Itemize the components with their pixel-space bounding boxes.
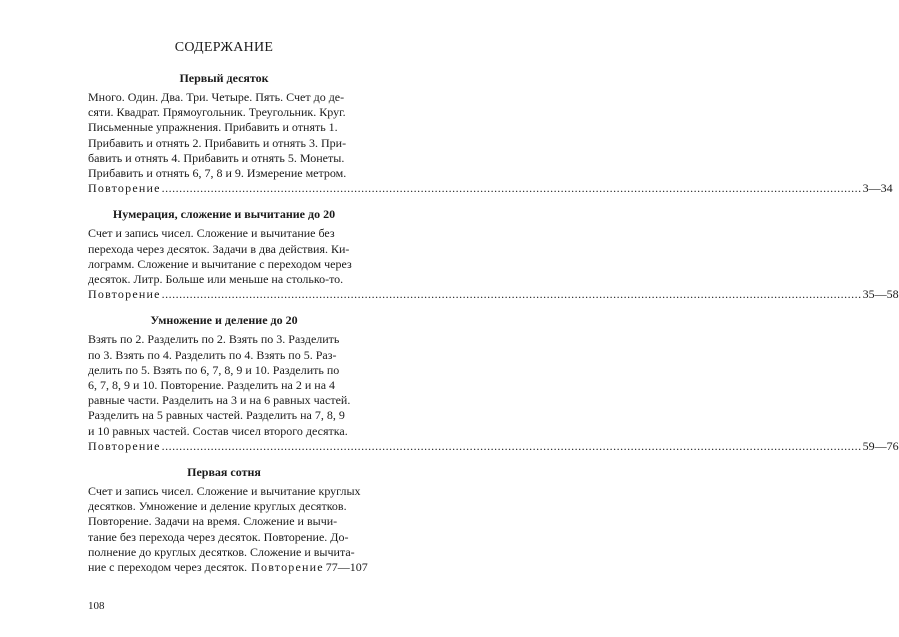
section-body [88, 90, 893, 196]
body-line-text: Счет и запись чисел. Сложение и вычитание без [88, 226, 335, 241]
body-line-text: сяти. Квадрат. Прямоугольник. Треугольник. Круг. [88, 105, 346, 120]
body-line-text: Прибавить и отнять 2. Прибавить и отнять 3. При- [88, 135, 347, 150]
body-line-text: Прибавить и отнять 6, 7, 8 и 9. Измерение метром. [88, 166, 347, 181]
body-line-text: Разделить на 5 равных частей. Разделить на 7, 8, 9 [88, 408, 345, 423]
body-line [88, 545, 360, 560]
body-line-text: бавить и отнять 4. Прибавить и отнять 5. Монеты. [88, 150, 345, 165]
leader-dots: ........................................................................................................................................................................................................ [161, 181, 862, 196]
body-line-text: и 10 равных частей. Состав чисел второго десятка. [88, 423, 348, 438]
section-body [88, 226, 899, 302]
toc-section-multiplication-20 [88, 312, 899, 454]
body-line-text: лограмм. Сложение и вычитание с переходом через [88, 256, 352, 271]
body-line-text: Много. Один. Два. Три. Четыре. Пять. Счет до де- [88, 90, 345, 104]
body-line [88, 408, 360, 423]
body-line [88, 151, 360, 166]
body-line [88, 332, 360, 347]
section-heading: Первая сотня [187, 465, 261, 480]
body-line-text: Письменные упражнения. Прибавить и отнять 1. [88, 120, 338, 135]
body-line [88, 257, 360, 272]
page-range: 59—76 [862, 438, 899, 453]
body-line [88, 348, 360, 363]
section-heading: Нумерация, сложение и вычитание до 20 [112, 207, 336, 222]
body-line [88, 90, 360, 105]
toc-section-first-ten [88, 70, 893, 196]
entry-label: Повторение [251, 560, 324, 575]
body-line-text: 6, 7, 8, 9 и 10. Повторение. Разделить на 2 и на 4 [88, 378, 336, 393]
page-number: 108 [88, 600, 105, 612]
body-line [88, 226, 360, 241]
body-line [88, 242, 360, 257]
body-line [88, 484, 360, 499]
body-line [88, 166, 360, 181]
body-line-text: Взять по 2. Разделить по 2. Взять по 3. Разделить [88, 332, 340, 347]
toc-entry-line [88, 560, 368, 575]
body-line [88, 378, 360, 393]
body-line-text: полнение до круглых десятков. Сложение и вычита- [88, 544, 355, 559]
body-line [88, 499, 360, 514]
toc-entry-line [88, 181, 893, 196]
toc-entry-line [88, 287, 899, 302]
section-heading: Умножение и деление до 20 [150, 313, 298, 328]
section-heading: Первый десяток [179, 71, 269, 85]
section-body [88, 332, 899, 454]
body-line [88, 424, 360, 439]
body-line-text: равные части. Разделить на 3 и на 6 равных частей. [88, 393, 351, 408]
entry-label: Повторение [88, 181, 161, 196]
toc-section-first-hundred [88, 464, 368, 575]
body-line [88, 363, 360, 378]
body-line-text: десяток. Литр. Больше или меньше на столько-то. [88, 272, 344, 287]
body-line-text: десятков. Умножение и деление круглых десятков. [88, 499, 347, 514]
body-line-text: по 3. Взять по 4. Разделить по 4. Взять по 5. Раз- [88, 347, 337, 362]
leader-dots: ........................................................................................................................................................................................................ [161, 287, 862, 302]
toc-page [88, 40, 899, 585]
entry-label: Повторение [88, 438, 161, 453]
body-line [88, 514, 360, 529]
page-range: 77—107 [325, 560, 368, 575]
body-line-text: Счет и запись чисел. Сложение и вычитание круглых [88, 484, 361, 499]
entry-line-prefix: ние с переходом через десяток. [88, 560, 248, 575]
body-line [88, 136, 360, 151]
toc-section-numeration-20 [88, 206, 899, 302]
body-line-text: тание без перехода через десяток. Повторение. До- [88, 529, 349, 544]
body-line [88, 120, 360, 135]
body-line-text: Повторение. Задачи на время. Сложение и вычи- [88, 514, 338, 529]
body-line [88, 530, 360, 545]
leader-dots: ........................................................................................................................................................................................................ [161, 438, 862, 453]
page-range: 3—34 [862, 181, 893, 196]
body-line-text: делить по 5. Взять по 6, 7, 8, 9 и 10. Разделить по [88, 362, 340, 377]
entry-label: Повторение [88, 287, 161, 302]
toc-entry-line [88, 438, 899, 454]
page-title: СОДЕРЖАНИЕ [174, 40, 274, 55]
body-line-text: перехода через десяток. Задачи в два действия. Ки- [88, 241, 350, 256]
body-line [88, 105, 360, 120]
body-line [88, 393, 360, 408]
page-range: 35—58 [862, 287, 899, 302]
body-line [88, 272, 360, 287]
section-body [88, 484, 368, 575]
